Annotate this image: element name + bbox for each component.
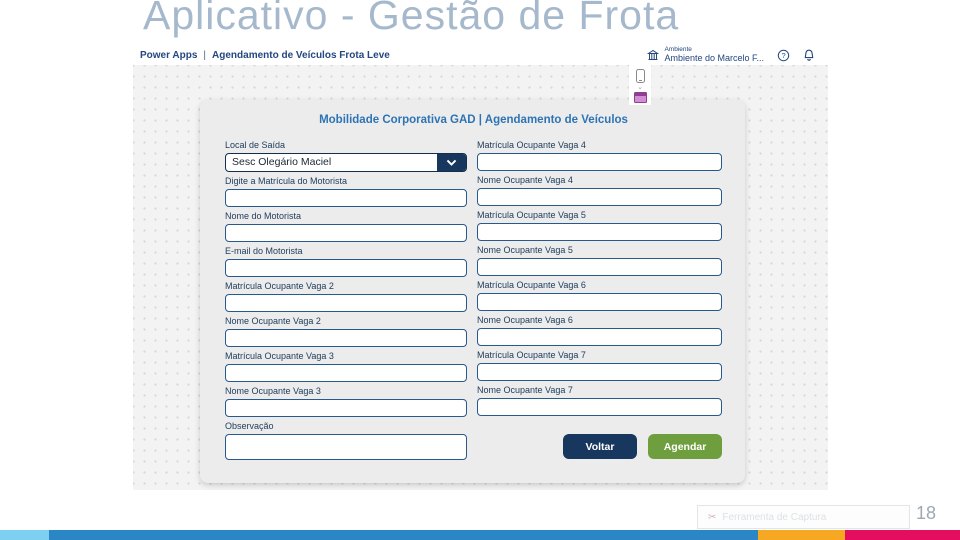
agendar-button[interactable]: Agendar: [648, 434, 722, 459]
local-de-saida-selected-value: Sesc Olegário Maciel: [232, 156, 332, 168]
field-label-nome-vaga-7: Nome Ocupante Vaga 7: [477, 385, 573, 395]
form-title: Mobilidade Corporativa GAD | Agendamento de Veículos: [319, 114, 628, 126]
powerapps-brand[interactable]: Power Apps: [140, 49, 198, 61]
observacao-input[interactable]: [225, 434, 467, 460]
preview-widget: [629, 65, 651, 105]
field-label-matricula-vaga-6: Matrícula Ocupante Vaga 6: [477, 280, 586, 290]
app-name: Agendamento de Veículos Frota Leve: [212, 49, 390, 61]
accent-bar: [0, 530, 960, 540]
voltar-button[interactable]: Voltar: [563, 434, 637, 459]
field-label-nome-vaga-2: Nome Ocupante Vaga 2: [225, 316, 321, 326]
field-label-matricula-vaga-5: Matrícula Ocupante Vaga 5: [477, 210, 586, 220]
field-matricula-motorista: [225, 176, 467, 207]
field-nome-vaga-2: [225, 316, 467, 347]
app-canvas: [133, 65, 828, 490]
breadcrumb-separator: |: [203, 49, 207, 61]
field-nome-vaga-3: [225, 386, 467, 417]
slide-title: Aplicativo - Gestão de Frota: [143, 0, 680, 38]
bell-icon[interactable]: [803, 49, 815, 62]
phone-icon[interactable]: [636, 69, 645, 83]
field-matricula-vaga-4: [477, 140, 722, 171]
environment-label: Ambiente: [664, 45, 692, 53]
nome-vaga-6-input[interactable]: [477, 328, 722, 346]
matricula-vaga-7-input[interactable]: [477, 363, 722, 381]
environment-text: [664, 47, 764, 64]
window-icon[interactable]: [634, 92, 647, 103]
accent-bar-segment-light-blue: [0, 530, 49, 540]
email-motorista-input[interactable]: [225, 259, 467, 277]
capture-tool-label: Ferramenta de Captura: [722, 511, 827, 523]
form-columns: [225, 140, 722, 464]
field-label-nome-vaga-4: Nome Ocupante Vaga 4: [477, 175, 573, 185]
field-label-nome-motorista: Nome do Motorista: [225, 211, 302, 221]
field-label-matricula-vaga-3: Matrícula Ocupante Vaga 3: [225, 351, 334, 361]
form-actions: [563, 434, 722, 459]
booking-form: [200, 100, 745, 483]
building-icon: [647, 49, 659, 61]
accent-bar-segment-orange: [758, 530, 845, 540]
page-number: 18: [915, 503, 936, 523]
nome-vaga-2-input[interactable]: [225, 329, 467, 347]
nome-vaga-7-input[interactable]: [477, 398, 722, 416]
field-nome-vaga-7: [477, 385, 722, 416]
field-nome-vaga-4: [477, 175, 722, 206]
nome-motorista-input[interactable]: [225, 224, 467, 242]
field-label-matricula-motorista: Digite a Matrícula do Motorista: [225, 176, 348, 186]
field-label-matricula-vaga-7: Matrícula Ocupante Vaga 7: [477, 350, 586, 360]
matricula-vaga-6-input[interactable]: [477, 293, 722, 311]
field-local-de-saida: [225, 140, 467, 172]
help-circle-icon[interactable]: [777, 49, 790, 62]
capture-tool-overlay: [697, 505, 910, 529]
field-observacao: [225, 421, 467, 460]
nome-vaga-3-input[interactable]: [225, 399, 467, 417]
scissors-icon: ✂: [708, 511, 717, 523]
local-de-saida-dropdown[interactable]: [225, 153, 467, 172]
field-email-motorista: [225, 246, 467, 277]
field-label-nome-vaga-3: Nome Ocupante Vaga 3: [225, 386, 321, 396]
chevron-down-icon[interactable]: ⌄: [637, 84, 643, 91]
header-breadcrumb: [140, 50, 390, 61]
field-label-observacao: Observação: [225, 421, 274, 431]
app-screenshot: [133, 45, 828, 490]
matricula-vaga-3-input[interactable]: [225, 364, 467, 382]
nome-vaga-4-input[interactable]: [477, 188, 722, 206]
powerapps-header: [133, 45, 828, 65]
field-label-matricula-vaga-4: Matrícula Ocupante Vaga 4: [477, 140, 586, 150]
field-matricula-vaga-3: [225, 351, 467, 382]
matricula-vaga-4-input[interactable]: [477, 153, 722, 171]
matricula-vaga-5-input[interactable]: [477, 223, 722, 241]
field-matricula-vaga-2: [225, 281, 467, 312]
accent-bar-segment-blue: [49, 530, 758, 540]
field-matricula-vaga-7: [477, 350, 722, 381]
header-actions: [647, 47, 815, 64]
form-column-right: [477, 140, 722, 464]
environment-selector[interactable]: [647, 47, 764, 64]
field-label-email-motorista: E-mail do Motorista: [225, 246, 303, 256]
field-nome-motorista: [225, 211, 467, 242]
svg-text:?: ?: [781, 50, 786, 60]
field-label-local-de-saida: Local de Saída: [225, 140, 286, 150]
field-matricula-vaga-6: [477, 280, 722, 311]
form-column-left: [225, 140, 467, 464]
field-label-matricula-vaga-2: Matrícula Ocupante Vaga 2: [225, 281, 334, 291]
accent-bar-segment-pink: [845, 530, 960, 540]
chevron-down-icon[interactable]: [437, 154, 466, 171]
matricula-vaga-2-input[interactable]: [225, 294, 467, 312]
field-label-nome-vaga-6: Nome Ocupante Vaga 6: [477, 315, 573, 325]
environment-value: Ambiente do Marcelo F...: [664, 53, 764, 64]
field-label-nome-vaga-5: Nome Ocupante Vaga 5: [477, 245, 573, 255]
field-nome-vaga-6: [477, 315, 722, 346]
matricula-motorista-input[interactable]: [225, 189, 467, 207]
field-nome-vaga-5: [477, 245, 722, 276]
nome-vaga-5-input[interactable]: [477, 258, 722, 276]
field-matricula-vaga-5: [477, 210, 722, 241]
